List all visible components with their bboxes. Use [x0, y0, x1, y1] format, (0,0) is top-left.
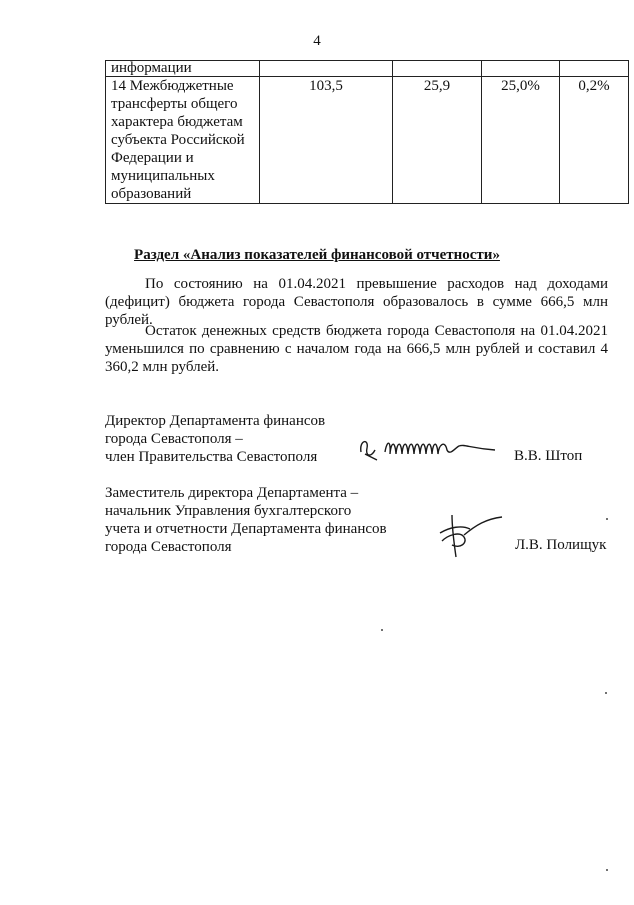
- signatory-title-director: [105, 412, 325, 466]
- table-cell-value: 25,9: [393, 77, 482, 204]
- table-cell-label: информации: [106, 61, 260, 77]
- title-line: учета и отчетности Департамента финансов: [105, 521, 387, 537]
- page-number: 4: [313, 33, 321, 49]
- title-line: города Севастополя –: [105, 431, 243, 447]
- table-cell-value: 0,2%: [560, 77, 629, 204]
- handwritten-signature-polishchuk: [430, 505, 510, 565]
- table-cell-label: 14 Межбюджетные трансферты общего характера бюджетам субъекта Российской Федерации и муниципальных образований: [106, 77, 260, 204]
- signatory-name-shtop: В.В. Штоп: [514, 448, 583, 464]
- scan-speck: [605, 692, 607, 694]
- table-cell: [393, 61, 482, 77]
- title-line: Заместитель директора Департамента –: [105, 485, 359, 501]
- scan-speck: [606, 518, 608, 520]
- title-line: начальник Управления бухгалтерского: [105, 503, 352, 519]
- signatory-name-polishchuk: Л.В. Полищук: [515, 537, 607, 553]
- paragraph-balance: Остаток денежных средств бюджета города Севастополя на 01.04.2021 уменьшился по сравнению с началом года на 666,5 млн рублей и составил 4 360,2 млн рублей.: [105, 323, 608, 375]
- handwritten-signature-shtop: [355, 430, 505, 466]
- section-title: Раздел «Анализ показателей финансовой отчетности»: [134, 247, 500, 263]
- title-line: член Правительства Севастополя: [105, 449, 318, 465]
- scan-speck: [381, 629, 383, 631]
- paragraph-deficit: По состоянию на 01.04.2021 превышение расходов над доходами (дефицит) бюджета города Севастополя образовалось в сумме 666,5 млн рублей.: [105, 276, 608, 328]
- table-cell: [482, 61, 560, 77]
- table-row: [106, 61, 629, 77]
- table-row: [106, 77, 629, 204]
- table-cell-value: 25,0%: [482, 77, 560, 204]
- table-cell-value: 103,5: [260, 77, 393, 204]
- scan-speck: [606, 869, 608, 871]
- table-cell: [560, 61, 629, 77]
- budget-table: [105, 60, 629, 204]
- table-cell: [260, 61, 393, 77]
- title-line: города Севастополя: [105, 539, 232, 555]
- signatory-title-deputy: [105, 484, 387, 556]
- title-line: Директор Департамента финансов: [105, 413, 326, 429]
